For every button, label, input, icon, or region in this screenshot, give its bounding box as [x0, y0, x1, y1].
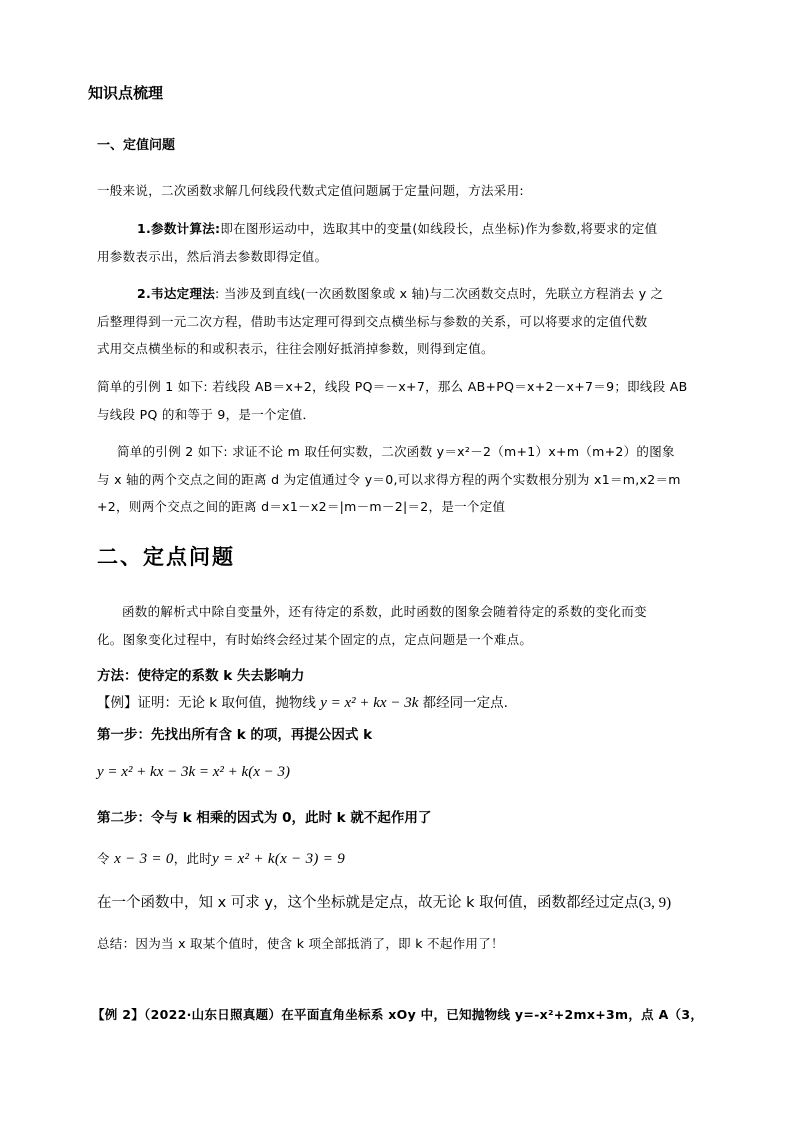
method1-text: 即在图形运动中，选取其中的变量(如线段长，点坐标)作为参数,将要求的定值: [220, 221, 658, 236]
example2-line1: 简单的引例 2 如下: 求证不论 m 取任何实数，二次函数 y＝x²－2（m+1）x+m（m+2）的图象: [117, 444, 675, 459]
part1-intro: 一般来说，二次函数求解几何线段代数式定值问题属于定量问题，方法采用:: [97, 183, 524, 198]
step1: 第一步：先找出所有含 k 的项，再提公因式 k: [97, 727, 373, 743]
method2-line3: 式用交点横坐标的和或积表示，往往会刚好抵消掉参数，则得到定值。: [97, 341, 494, 356]
method2-text: : 当涉及到直线(一次函数图象或 x 轴)与二次函数交点时，先联立方程消去 y 之: [215, 286, 664, 301]
conclusion-text: 在一个函数中，知 x 可求 y，这个坐标就是定点，故无论 k 取何值，函数都经过定点: [97, 895, 639, 911]
let-mid: ，此时: [173, 851, 213, 866]
equation-1: y = x² + kx − 3k = x² + k(x − 3): [97, 764, 290, 780]
example2-heading: 【例 2】（2022·山东日照真题）在平面直角坐标系 xOy 中，已知抛物线 y=-x²+2mx+3m，点 A（3，: [92, 1007, 704, 1022]
part2-intro-line2: 化。图象变化过程中，有时始终会经过某个固定的点，定点问题是一个难点。: [97, 632, 533, 647]
let-equation-1: x − 3 = 0: [114, 851, 174, 867]
method1-line1: [137, 219, 657, 237]
method2-line1: [137, 284, 663, 302]
example1-line1: 简单的引例 1 如下: 若线段 AB＝x+2，线段 PQ＝－x+7，那么 AB+PQ＝x+2－x+7＝9；即线段 AB: [97, 379, 688, 394]
method2-line2: 后整理得到一元二次方程，借助韦达定理可得到交点横坐标与参数的关系，可以将要求的定值代数: [97, 314, 648, 329]
let-prefix: 令: [97, 851, 110, 866]
method-statement: 方法：使待定的系数 k 失去影响力: [97, 668, 305, 684]
example-statement: [97, 691, 508, 712]
method2-label: 2.韦达定理法: [137, 286, 216, 301]
example2-line2: 与 x 轴的两个交点之间的距离 d 为定值通过令 y＝0,可以求得方程的两个实数根分别为 x1＝m,x2＝m: [97, 472, 681, 487]
part2-intro-line1: 函数的解析式中除自变量外，还有待定的系数，此时函数的图象会随着待定的系数的变化而变: [122, 604, 647, 619]
fixed-point: (3, 9): [638, 895, 672, 911]
section-title: 知识点梳理: [88, 84, 164, 102]
example-prefix: 【例】证明：无论 k 取何值，抛物线: [97, 695, 316, 711]
step2: 第二步：令与 k 相乘的因式为 0，此时 k 就不起作用了: [97, 810, 432, 826]
part1-heading: 一、定值问题: [97, 138, 176, 153]
example-equation: y = x² + kx − 3k: [320, 695, 419, 711]
let-equation-2: y = x² + k(x − 3) = 9: [212, 851, 346, 867]
example1-line2: 与线段 PQ 的和等于 9，是一个定值．: [97, 407, 316, 422]
example-suffix: 都经同一定点.: [422, 695, 508, 711]
summary: 总结：因为当 x 取某个值时，使含 k 项全部抵消了，即 k 不起作用了！: [97, 936, 504, 951]
method1-label: 1.参数计算法:: [137, 221, 221, 236]
part2-heading: 二、定点问题: [97, 545, 235, 569]
let-line: [97, 849, 345, 868]
example2-line3: +2，则两个交点之间的距离 d＝x1－x2＝|m－m－2|＝2，是一个定值: [97, 499, 506, 514]
conclusion-line: [97, 891, 671, 912]
method1-line2: 用参数表示出，然后消去参数即得定值。: [97, 249, 328, 264]
